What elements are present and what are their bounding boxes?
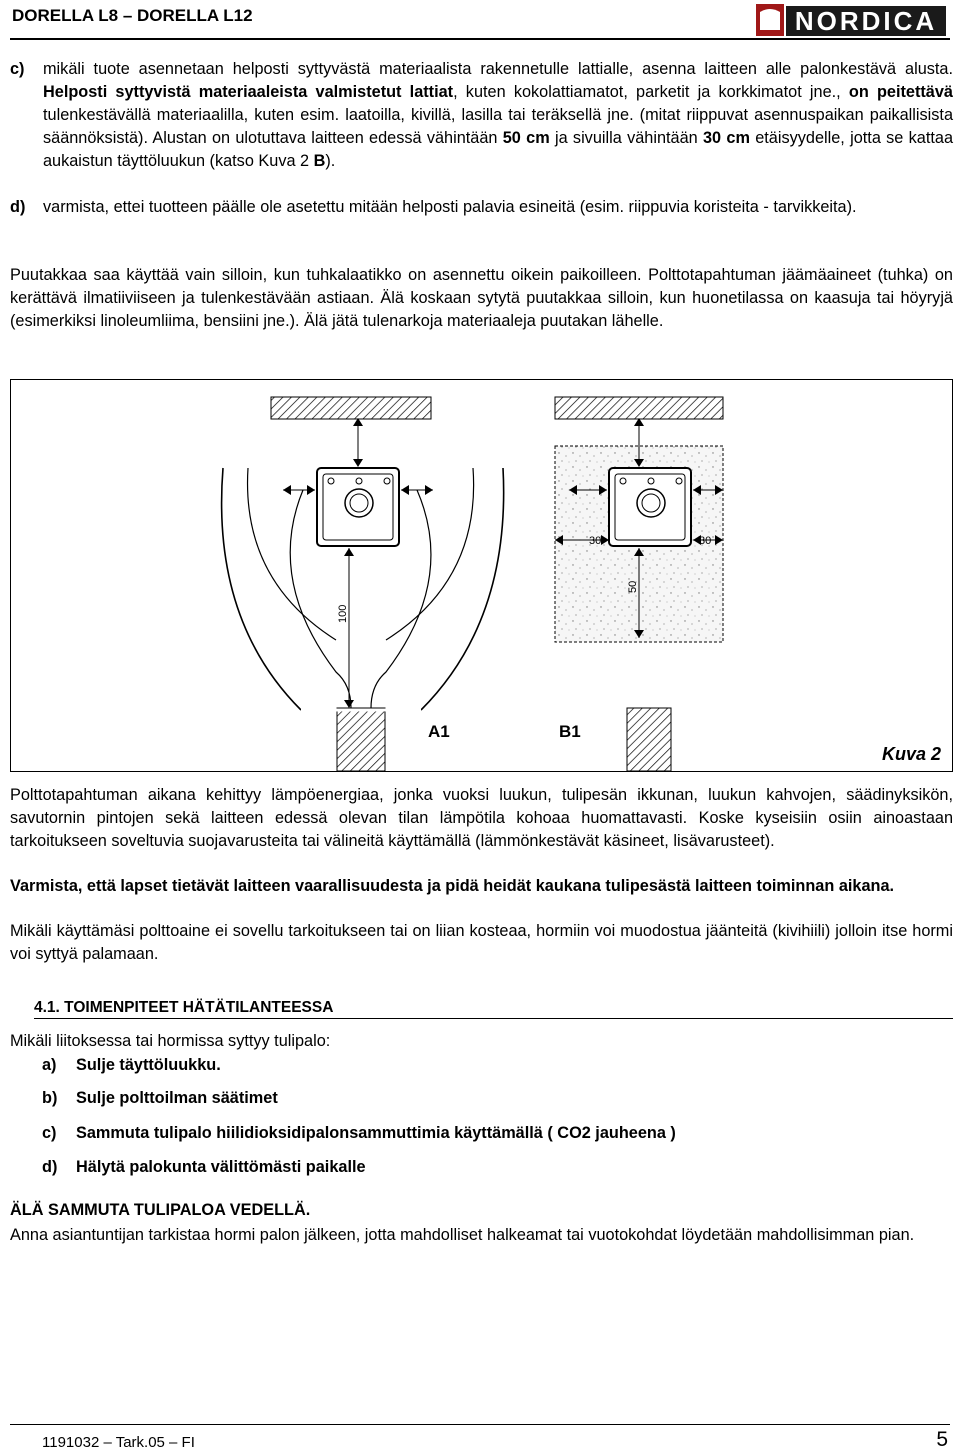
stove-a1 <box>317 468 399 546</box>
header-rule <box>10 38 950 40</box>
action-text: Sammuta tulipalo hiilidioksidipalonsammuttimia käyttämällä ( CO2 jauheena ) <box>76 1124 676 1142</box>
paragraph-heat: Polttotapahtuman aikana kehittyy lämpöenergiaa, jonka vuoksi luukun, tulipesän ikkunan, luukun kahvojen, säädinyksikön, savutornin pintojen sekä laitteen edessä olevan tilan lämpötila kohoaa huomattavasti. Koske kyseisiin osiin ainoastaan tarkoitukseen soveltuvia suojavarusteita tai välineitä käyttämällä (lämmönkestävät käsineet, lisävarusteet). <box>10 786 953 850</box>
figure-kuva-2 <box>10 379 953 772</box>
section-title: 4.1. TOIMENPITEET HÄTÄTILANTEESSA <box>34 998 953 1019</box>
paragraph-children-warning: Varmista, että lapset tietävät laitteen vaarallisuudesta ja pidä heidät kaukana tulipesästä laitteen toiminnan aikana. <box>10 877 895 895</box>
paragraph-ash: Puutakkaa saa käyttää vain silloin, kun tuhkalaatikko on asennettu oikein paikoilleen. Polttotapahtuman jäämäaineet (tuhka) on kerättävä ilmatiiviiseen ja tulenkestävään astiaan. Älä koskaan sytytä puutakkaa silloin, kun huonetilassa on kaasuja tai höyryjä (esimerkiksi linoleumliima, bensiini jne.). Älä jätä tulenarkoja materiaaleja puutakan lähelle. <box>10 266 953 330</box>
action-text: Sulje täyttöluukku. <box>76 1056 221 1074</box>
nordica-logo <box>756 2 946 38</box>
dimension-30-left: 30 <box>589 535 602 547</box>
document-header-title: DORELLA L8 – DORELLA L12 <box>12 6 253 25</box>
list-item-d <box>10 196 953 219</box>
item-text: varmista, ettei tuotteen päälle ole asetettu mitään helposti palavia esineitä (esim. riippuvia koristeita - tarvikkeita). <box>43 198 857 216</box>
stove-b1 <box>609 468 691 546</box>
section-intro: Mikäli liitoksessa tai hormissa syttyy tulipalo: <box>10 1032 331 1050</box>
action-item-a <box>42 1054 221 1076</box>
list-item-c <box>10 58 953 173</box>
action-text: Sulje polttoilman säätimet <box>76 1089 278 1107</box>
dimension-30-right: 30 <box>699 535 712 547</box>
item-marker: d) <box>10 198 26 216</box>
footer-rule <box>10 1424 950 1425</box>
action-item-c <box>42 1122 676 1144</box>
figure-label-b1: B1 <box>559 722 581 741</box>
chimney-b1 <box>627 708 671 771</box>
section-warning: ÄLÄ SAMMUTA TULIPALOA VEDELLÄ. <box>10 1201 311 1219</box>
figure-label-a1: A1 <box>428 722 450 741</box>
item-marker: c) <box>10 60 25 78</box>
figure-caption: Kuva 2 <box>881 744 941 764</box>
action-item-b <box>42 1087 278 1109</box>
footer-document-code: 1191032 – Tark.05 – FI <box>42 1434 195 1451</box>
paragraph-fuel: Mikäli käyttämäsi polttoaine ei sovellu tarkoitukseen tai on liian kosteaa, hormiin voi muodostua jäänteitä (kivihiili) jolloin itse hormi voi syttyä palamaan. <box>10 922 953 963</box>
wall-b1 <box>555 397 723 419</box>
dimension-50: 50 <box>627 580 639 593</box>
page-number: 5 <box>936 1428 948 1451</box>
logo-wordmark: NORDICA <box>794 6 938 36</box>
action-marker: a) <box>42 1056 57 1074</box>
action-marker: b) <box>42 1089 58 1107</box>
door-swing-arc-right <box>421 468 504 710</box>
action-text: Hälytä palokunta välittömästi paikalle <box>76 1158 366 1176</box>
chimney-a1 <box>337 708 385 771</box>
wall-a1 <box>271 397 431 419</box>
action-item-d <box>42 1156 366 1178</box>
section-after: Anna asiantuntijan tarkistaa hormi palon jälkeen, jotta mahdolliset halkeamat tai vuotokohdat löydetään mahdollisimman pian. <box>10 1226 915 1244</box>
item-text: mikäli tuote asennetaan helposti syttyvästä materiaalista rakennetulle lattialle, asenna laitteen alle palonkestävä alusta. Helposti syttyvistä materiaaleista valmistetut lattiat, kuten kokolattiamatot, parketit ja korkkimatot jne., on peitettävä tulenkestävällä materiaalilla, kuten esim. laatoilla, kivillä, lasilla tai teräksellä jne. (mitat riippuvat asennuspaikan paikallisista säännöksistä). Alustan on ulotuttava laitteen edessä vähintään 50 cm ja sivuilla vähintään 30 cm etäisyydelle, jotta se kattaa aukaistun täyttöluukun (katso Kuva 2 B). <box>43 60 953 170</box>
dimension-100: 100 <box>337 604 349 623</box>
action-marker: d) <box>42 1158 58 1176</box>
action-marker: c) <box>42 1124 57 1142</box>
door-swing-arc-left <box>222 468 301 710</box>
